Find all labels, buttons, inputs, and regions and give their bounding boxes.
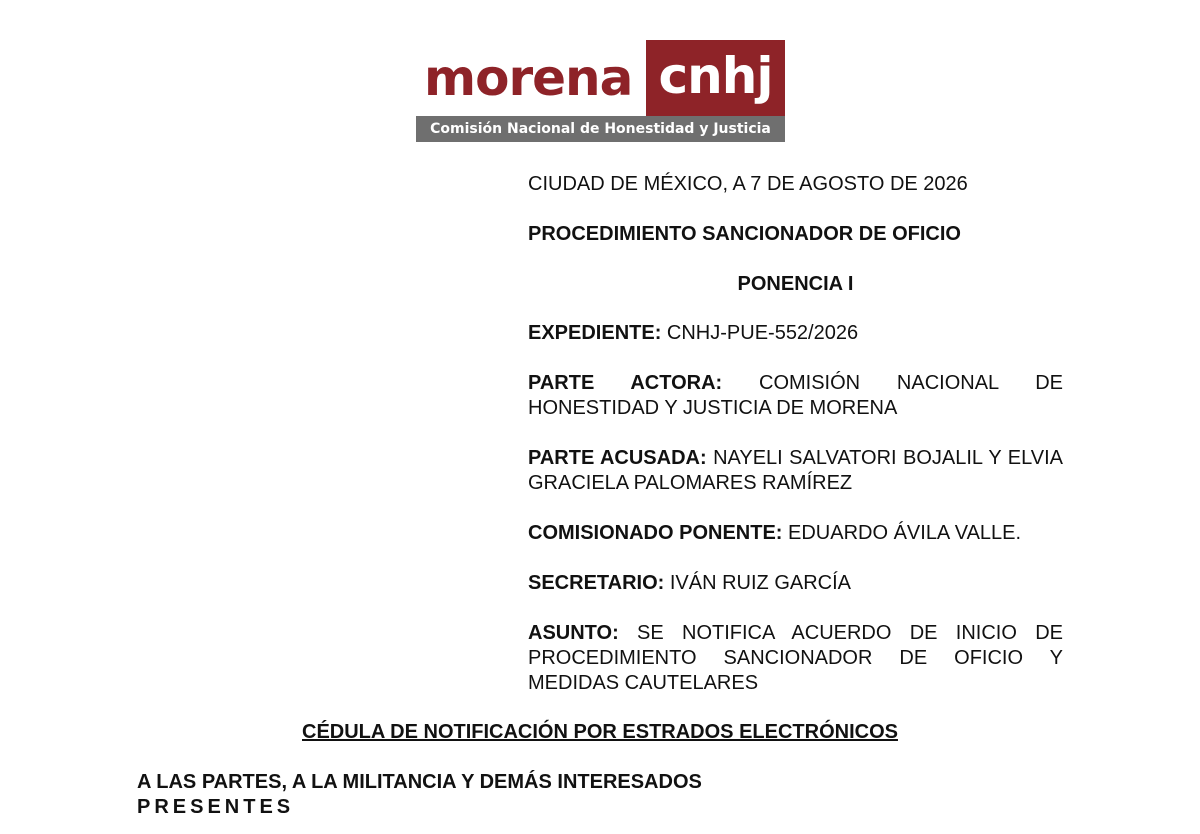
logo-subtitle: Comisión Nacional de Honestidad y Justicia — [430, 121, 771, 137]
logo-morena-wordmark: morena — [424, 49, 633, 107]
presentes-line: PRESENTES — [137, 796, 295, 818]
logo-cnhj-wordmark: cnhj — [658, 47, 773, 105]
ponencia-title: PONENCIA I — [737, 273, 854, 295]
logo-cnhj-box — [646, 40, 785, 116]
asunto-label: ASUNTO: — [528, 622, 619, 644]
date-line: CIUDAD DE MÉXICO, A 7 DE AGOSTO DE 2026 — [528, 173, 968, 195]
procedure-title: PROCEDIMIENTO SANCIONADOR DE OFICIO — [528, 223, 961, 245]
field-expediente — [528, 321, 1063, 346]
secretario-label: SECRETARIO: — [528, 572, 665, 594]
cnhj-logo — [416, 40, 785, 142]
parte-actora-value: COMISIÓN NACIONAL DE HONESTIDAD Y JUSTICIA DE MORENA — [528, 372, 1063, 419]
notice-title: CÉDULA DE NOTIFICACIÓN POR ESTRADOS ELECTRÓNICOS — [302, 721, 898, 743]
comisionado-label: COMISIONADO PONENTE: — [528, 522, 783, 544]
field-parte-acusada — [528, 446, 1063, 496]
field-secretario — [528, 571, 1063, 596]
logo-subtitle-band — [416, 116, 785, 142]
comisionado-value: EDUARDO ÁVILA VALLE. — [782, 522, 1022, 544]
parte-actora-label: PARTE ACTORA: — [528, 372, 723, 394]
asunto-value: SE NOTIFICA ACUERDO DE INICIO DE PROCEDIMIENTO SANCIONADOR DE OFICIO Y MEDIDAS CAUTELARES — [528, 622, 1063, 694]
field-parte-actora — [528, 371, 1063, 421]
parte-acusada-value: NAYELI SALVATORI BOJALIL Y ELVIA GRACIELA PALOMARES RAMÍREZ — [528, 447, 1063, 494]
field-asunto — [528, 621, 1063, 696]
expediente-value: CNHJ-PUE-552/2026 — [661, 322, 859, 344]
parte-acusada-label: PARTE ACUSADA: — [528, 447, 707, 469]
expediente-label: EXPEDIENTE: — [528, 322, 662, 344]
addressees-line: A LAS PARTES, A LA MILITANCIA Y DEMÁS INTERESADOS — [137, 771, 702, 793]
secretario-value: IVÁN RUIZ GARCÍA — [664, 572, 852, 594]
field-comisionado-ponente — [528, 521, 1063, 546]
